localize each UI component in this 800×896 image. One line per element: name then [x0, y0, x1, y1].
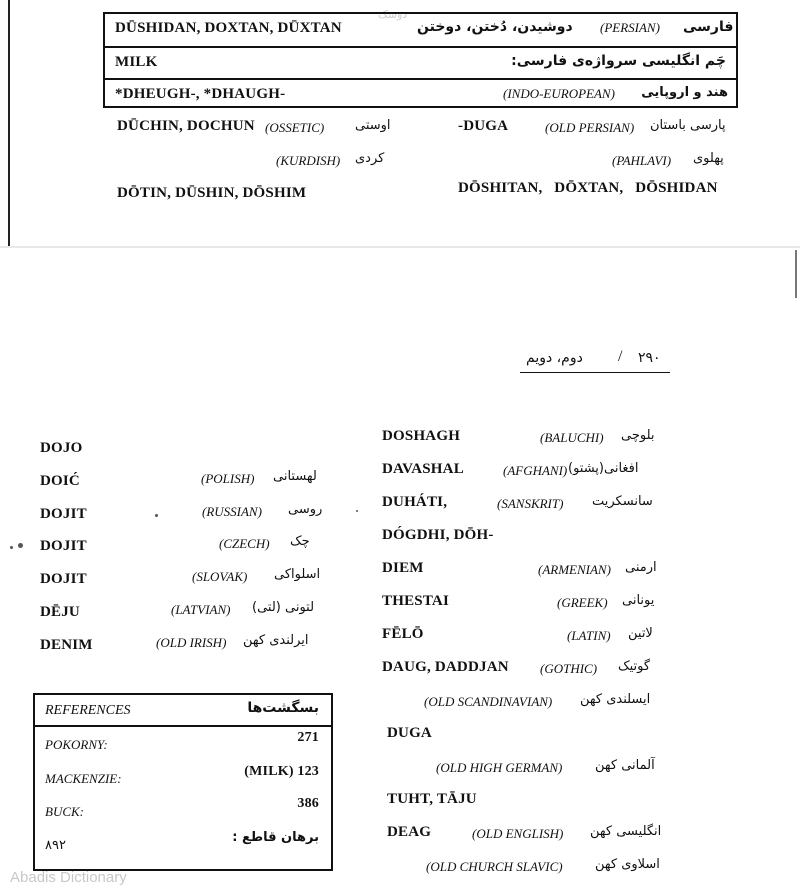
references-divider	[35, 725, 331, 727]
pahlavi-words: DŌSHITAN, DŌXTAN, DŌSHIDAN	[458, 180, 718, 196]
gothic-word: DAUG, DADDJAN	[382, 659, 509, 675]
old-high-german-label: آلمانی کهن	[595, 758, 655, 773]
indo-european-label: هند و اروپایی	[641, 85, 728, 100]
reference-value: 271	[297, 730, 319, 745]
page-edge	[8, 0, 10, 248]
watermark: Abadis Dictionary	[10, 869, 127, 886]
header-row-persian	[105, 14, 736, 44]
afghani-label: افغانی(پشتو)	[568, 461, 639, 476]
greek-label: یونانی	[622, 593, 655, 608]
old-scandinavian-label: ایسلندی کهن	[580, 692, 651, 707]
old-irish-word: DENIM	[40, 637, 93, 653]
reference-source: POKORNY:	[45, 737, 108, 752]
slovak-lang: (SLOVAK)	[192, 569, 248, 584]
persian-native: دوشیدن، دُختن، دوختن	[417, 19, 573, 35]
scan-speck	[18, 543, 23, 548]
old-irish-lang: (OLD IRISH)	[156, 635, 227, 650]
armenian-word: DIEM	[382, 560, 424, 576]
header-row-indo-european	[105, 78, 736, 110]
old-scandinavian-lang: (OLD SCANDINAVIAN)	[424, 694, 553, 709]
header-table	[103, 12, 738, 108]
pahlavi-lang: (PAHLAVI)	[612, 153, 672, 168]
latvian-label: لتونی (لتی)	[252, 600, 315, 615]
polish-lang: (POLISH)	[201, 471, 255, 486]
page-heading: دوم، دویم	[526, 350, 583, 366]
header-row-english	[105, 46, 736, 78]
latin-lang: (LATIN)	[567, 628, 611, 643]
old-church-slavic-label: اسلاوی کهن	[595, 857, 660, 872]
latin-word: FĒLŌ	[382, 626, 424, 642]
sanskrit-label: سانسکریت	[592, 494, 653, 509]
page-separator: /	[618, 348, 623, 365]
persian-label: فارسی	[683, 19, 734, 35]
slovak-label: اسلواکی	[274, 567, 321, 582]
persian-lang: (PERSIAN)	[600, 20, 660, 35]
sanskrit-word: DUHÁTI,	[382, 494, 448, 510]
dojo-word: DOJO	[40, 440, 83, 456]
page-number: ۲۹۰	[638, 350, 661, 366]
top-page	[0, 0, 800, 248]
page-edge-mark	[795, 250, 797, 298]
greek-lang: (GREEK)	[557, 595, 608, 610]
heading-underline	[520, 372, 670, 373]
baluchi-lang: (BALUCHI)	[540, 430, 604, 445]
afghani-word: DAVASHAL	[382, 461, 464, 477]
persian-latin: DŪSHIDAN, DOXTAN, DŪXTAN	[115, 20, 342, 36]
reference-source: MACKENZIE:	[45, 771, 122, 786]
old-irish-label: ایرلندی کهن	[243, 633, 309, 648]
old-high-german-word: TUHT, TĀJU	[387, 791, 477, 807]
greek-word: THESTAI	[382, 593, 449, 609]
english-meaning: MILK	[115, 54, 158, 70]
ossetic-word: DŪCHIN, DOCHUN	[117, 118, 255, 134]
scan-speck	[356, 510, 358, 512]
kurdish-words: DŌTIN, DŪSHIN, DŌSHIM	[117, 185, 307, 201]
old-english-lang: (OLD ENGLISH)	[472, 826, 564, 841]
russian-lang: (RUSSIAN)	[202, 504, 262, 519]
gothic-lang: (GOTHIC)	[540, 661, 598, 676]
czech-word: DOJIT	[40, 538, 87, 554]
russian-label: روسی	[288, 502, 323, 517]
baluchi-word: DOSHAGH	[382, 428, 461, 444]
old-persian-label: پارسی باستان	[650, 118, 726, 133]
latvian-lang: (LATVIAN)	[171, 602, 231, 617]
old-church-slavic-lang: (OLD CHURCH SLAVIC)	[426, 859, 563, 874]
old-persian-lang: (OLD PERSIAN)	[545, 120, 635, 135]
ossetic-lang: (OSSETIC)	[265, 120, 325, 135]
references-box	[33, 693, 333, 871]
indo-european-root: *DHEUGH-, *DHAUGH-	[115, 86, 286, 102]
baluchi-label: بلوچی	[621, 428, 655, 443]
afghani-lang: (AFGHANI)	[503, 463, 568, 478]
faint-watermark: دوسک	[378, 8, 408, 21]
polish-word: DOIĆ	[40, 473, 80, 489]
old-english-label: انگلیسی کهن	[590, 824, 662, 839]
czech-lang: (CZECH)	[219, 536, 270, 551]
reference-value: ۸۹۲	[45, 838, 66, 853]
reference-value: 386	[297, 796, 319, 811]
ossetic-label: اوستی	[355, 118, 391, 133]
scan-speck	[155, 514, 158, 517]
latin-label: لاتین	[628, 626, 653, 641]
reference-source: BUCK:	[45, 804, 84, 819]
kurdish-lang: (KURDISH)	[276, 153, 341, 168]
old-english-word: DEAG	[387, 824, 432, 840]
latvian-word: DĒJU	[40, 604, 80, 620]
pahlavi-label: پهلوی	[693, 151, 724, 166]
sanskrit-word-2: DÓGDHI, DŌH-	[382, 527, 494, 543]
armenian-label: ارمنی	[625, 560, 657, 575]
armenian-lang: (ARMENIAN)	[538, 562, 611, 577]
scan-speck	[10, 546, 13, 549]
polish-label: لهستانی	[273, 469, 317, 484]
reference-value: (MILK) 123	[244, 764, 319, 779]
sanskrit-lang: (SANSKRIT)	[497, 496, 564, 511]
page-divider	[0, 246, 800, 248]
gothic-label: گوتیک	[618, 659, 651, 674]
references-title-fa: بسگشت‌ها	[247, 700, 319, 716]
russian-word: DOJIT	[40, 506, 87, 522]
slovak-word: DOJIT	[40, 571, 87, 587]
indo-european-lang: (INDO-EUROPEAN)	[503, 86, 615, 101]
czech-label: چک	[290, 534, 310, 549]
references-title-en: REFERENCES	[45, 703, 131, 718]
old-scandinavian-word: DUGA	[387, 725, 432, 741]
old-persian-word: -DUGA	[458, 118, 509, 134]
english-label: چَم انگلیسی سرواژه‌ی فارسی:	[511, 53, 726, 69]
reference-source: برهان قاطع :	[232, 830, 319, 845]
old-high-german-lang: (OLD HIGH GERMAN)	[436, 760, 563, 775]
kurdish-label: کردی	[355, 151, 385, 166]
